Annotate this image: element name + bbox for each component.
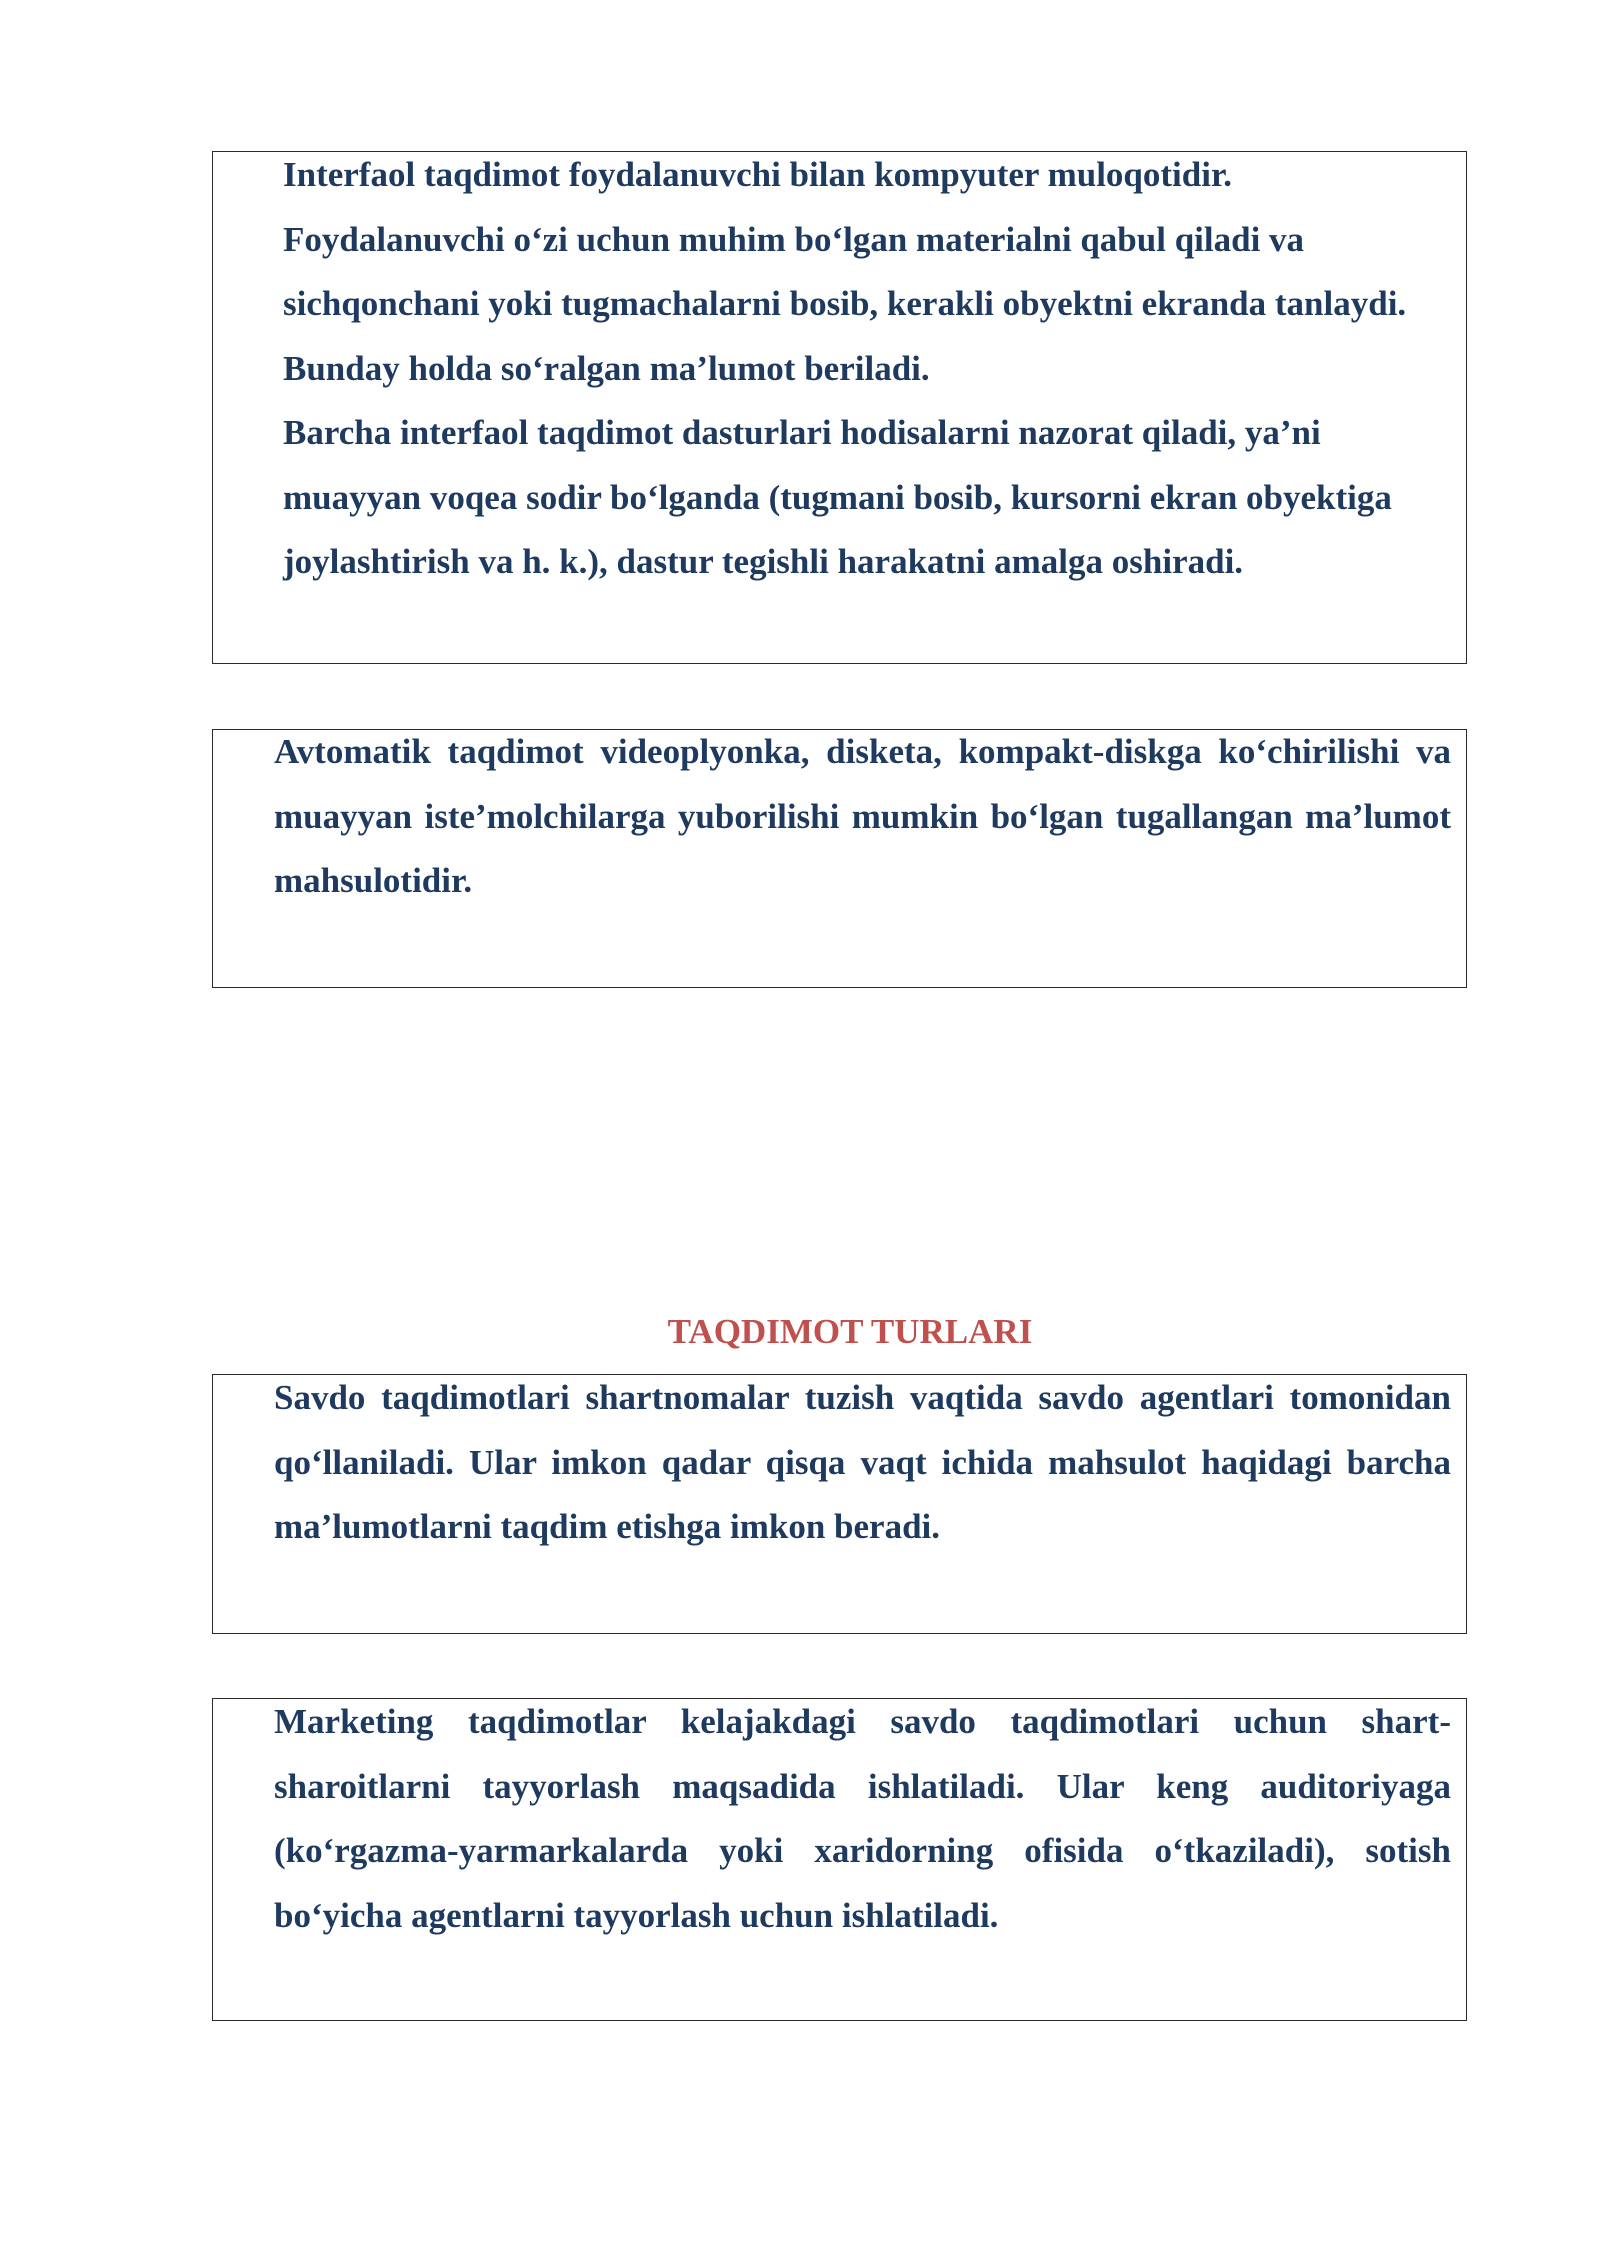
interactive-presentation-paragraph-2: Barcha interfaol taqdimot dasturlari hodisalarni nazorat qiladi, ya’ni muayyan voqea sodir bo‘lganda (tugmani bosib, kursorni ekran obyektiga joylashtirish va h. k.), dastur tegishli harakatni amalga oshiradi. bbox=[283, 413, 1392, 581]
sales-presentation-text: Savdo taqdimotlari shartnomalar tuzish vaqtida savdo agentlari tomonidan qo‘llaniladi. Ular imkon qadar qisqa vaqt ichida mahsulot haqidagi barcha ma’lumotlarni taqdim etishga imkon beradi. bbox=[274, 1378, 1451, 1546]
automatic-presentation-text: Avtomatik taqdimot videoplyonka, disketa, kompakt-diskga ko‘chirilishi va muayyan iste’molchilarga yuborilishi mumkin bo‘lgan tugallangan ma’lumot mahsulotidir. bbox=[274, 732, 1451, 900]
section-title: TAQDIMOT TURLARI bbox=[667, 1312, 1033, 1351]
marketing-presentation-text: Marketing taqdimotlar kelajakdagi savdo taqdimotlari uchun shart-sharoitlarni tayyorlash maqsadida ishlatiladi. Ular keng auditoriyaga (ko‘rgazma-yarmarkalarda yoki xaridorning ofisida o‘tkaziladi), sotish bo‘yicha agentlarni tayyorlash uchun ishlatiladi. bbox=[274, 1702, 1451, 1935]
interactive-presentation-paragraph-1: Interfaol taqdimot foydalanuvchi bilan kompyuter muloqotidir. Foydalanuvchi o‘zi uchun muhim bo‘lgan materialni qabul qiladi va sichqonchani yoki tugmachalarni bosib, kerakli obyektni ekranda tanlaydi. Bunday holda so‘ralgan ma’lumot beriladi. bbox=[283, 155, 1407, 388]
